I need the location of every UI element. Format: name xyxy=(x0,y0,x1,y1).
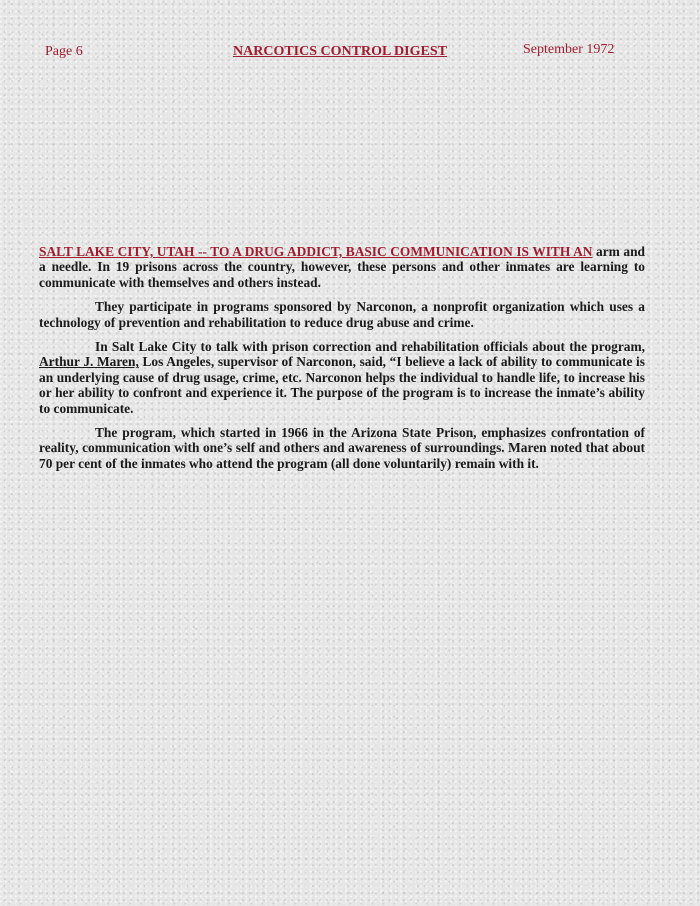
publication-title: NARCOTICS CONTROL DIGEST xyxy=(233,44,447,59)
page-header xyxy=(0,42,700,64)
paragraph-3-text-start: In Salt Lake City to talk with prison correction and rehabilitation officials about the program, xyxy=(95,339,645,355)
person-name: Arthur J. Maren, xyxy=(39,354,139,370)
article-paragraph-1 xyxy=(39,244,645,290)
issue-date: September 1972 xyxy=(523,42,615,57)
article-paragraph-3 xyxy=(39,339,645,416)
article-paragraph-4: The program, which started in 1966 in the Arizona State Prison, emphasizes confrontation of reality, communication with one’s self and others and awareness of surroundings. Maren noted that about 70 per cent of the inmates who attend the program (all done voluntarily) remain with it. xyxy=(39,425,645,471)
article-body xyxy=(39,244,645,480)
article-dateline: SALT LAKE CITY, UTAH -- TO A DRUG ADDICT, BASIC COMMUNICATION IS WITH AN xyxy=(39,244,593,259)
paragraph-1-text: arm and a needle. In 19 prisons across the country, however, these persons and other inmates are learning to communicate with themselves and others instead. xyxy=(39,244,645,290)
paragraph-3-text-end: Los Angeles, supervisor of Narconon, said, “I believe a lack of ability to communicate is an underlying cause of drug usage, crime, etc. Narconon helps the individual to handle life, to increase his or her ability to confront and experience it. The purpose of the program is to increase the inmate’s ability to communicate. xyxy=(39,354,645,416)
page-number: Page 6 xyxy=(45,44,83,59)
article-paragraph-2: They participate in programs sponsored by Narconon, a nonprofit organization which uses a technology of prevention and rehabilitation to reduce drug abuse and crime. xyxy=(39,299,645,330)
